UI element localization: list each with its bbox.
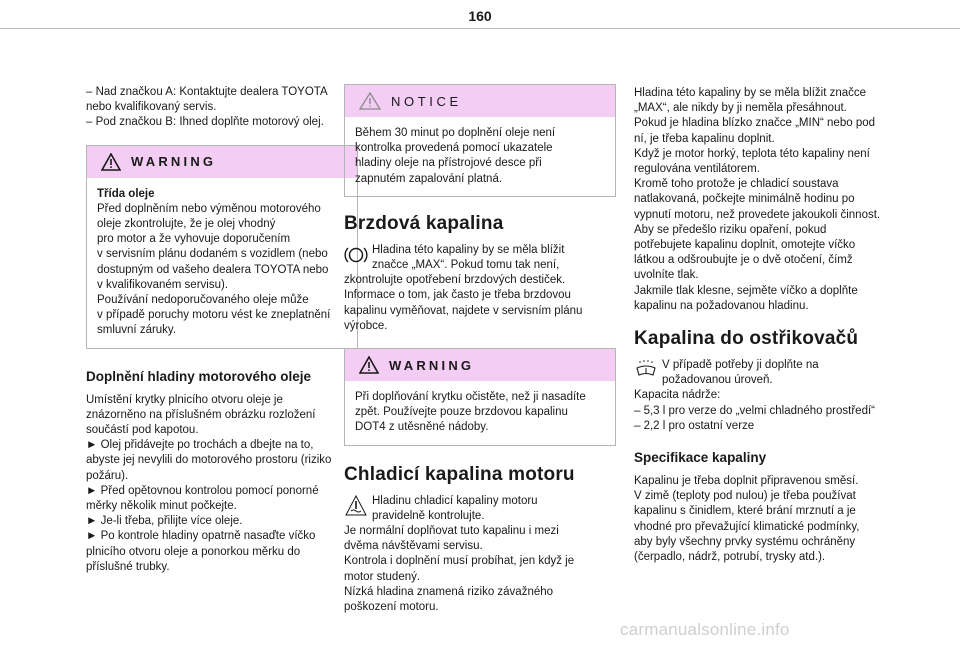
washer-icon-paragraph [634, 358, 906, 388]
brake-warning-box [344, 348, 616, 446]
header-divider [0, 28, 960, 29]
washer-fluid-heading: Kapalina do ostřikovačů [634, 328, 859, 350]
column-1 [86, 85, 358, 575]
brake-warning-icon [344, 243, 368, 267]
coolant-warning-icon [344, 494, 368, 518]
fluid-spec-heading: Specifikace kapaliny [634, 450, 767, 466]
warning-triangle-icon [359, 356, 379, 374]
warning-triangle-icon [101, 153, 121, 171]
notice-triangle-icon [359, 92, 381, 110]
notice-header [345, 85, 615, 117]
notice-title: NOTICE [391, 93, 462, 109]
warning-subtitle: Třída oleje [97, 187, 155, 200]
oil-topup-heading: Doplnění hladiny motorového oleje [86, 368, 312, 384]
warning-title: WARNING [389, 357, 475, 373]
notice-box [344, 84, 616, 197]
warning-header [87, 146, 357, 178]
coolant-text: Je normální doplňovat tuto kapalinu i mezi dvěma návštěvami servisu. Kontrola i doplnění musí probíhat, jen když je motor studený. Nízká hladina znamená riziko závažného poškození motoru. [344, 525, 575, 614]
brake-fluid-icon-text: Hladina této kapaliny by se měla blížit značce „MAX“. Pokud tomu tak není, [372, 243, 565, 272]
brake-fluid-heading: Brzdová kapalina [344, 212, 504, 234]
coolant-heading: Chladicí kapalina motoru [344, 463, 575, 485]
coolant-icon-text: Hladinu chladicí kapaliny motoru pravidelně kontrolujte. [372, 494, 538, 522]
notice-text: Během 30 minut po doplnění oleje není kontrolka provedená pomocí ukazatele hladiny oleje na přístrojové desce při zapnutém zapalování platná. [355, 127, 556, 185]
warning-text: Před doplněním nebo výměnou motorového oleje zkontrolujte, že je olej vhodný pro motor a že vyhovuje doporučením v servisním plánu dodaném s vozidlem (nebo dostupným od vašeho dealera TOYOTA nebo v kvalifikovaném servisu). Používání nedoporučovaného oleje může v případě poruchy motoru vést ke zneplatnění smluvní záruky. [97, 202, 331, 337]
brake-warning-text: Při doplňování krytku očistěte, než ji nasadíte zpět. Používejte pouze brzdovou kapalinu DOT4 z utěsněné nádoby. [355, 391, 586, 434]
brake-fluid-text: zkontrolujte opotřebení brzdových destiček. Informace o tom, jak často je třeba brzdovou kapalinu vyměňovat, najdete v servisním plánu výrobce. [344, 274, 583, 332]
washer-fluid-icon [634, 358, 658, 382]
oil-topup-text: Umístění krytky plnicího otvoru oleje je znázorněno na příslušném obrázku rozložení součástí pod kapotou. ► Olej přidávejte po trochách a dbejte na to, abyste jej nevylili do motorového prostoru (riziko požáru). ► Před opětovnou kontrolou pomocí ponorné měrky několik minut počkejte. ► Je-li třeba, přilijte více oleje. ► Po kontrole hladiny opatrně nasaďte víčko plnicího otvoru oleje a ponorkou měrku do příslušné trubky. [86, 393, 332, 573]
coolant-icon-paragraph [344, 494, 616, 524]
watermark: carmanualsonline.info [620, 620, 790, 639]
washer-capacity-text: Kapacita nádrže: – 5,3 l pro verze do „velmi chladného prostředí“ – 2,2 l pro ostatní verze [634, 389, 875, 432]
brake-fluid-icon-paragraph [344, 243, 616, 273]
column-3 [634, 86, 906, 565]
fluid-spec-text: Kapalinu je třeba doplnit připravenou směsí. V zimě (teploty pod nulou) je třeba používat kapalinu s činidlem, které brání mrznutí a je vhodné pro převažující klimatické podmínky, aby byly všechny prvky systému ochráněny (čerpadlo, nádrž, potrubí, trysky atd.). [634, 475, 860, 564]
oil-grade-warning-box [86, 145, 358, 349]
coolant-continued-text: Hladina této kapaliny by se měla blížit značce „MAX“, ale nikdy by ji neměla přesáhnout. Pokud je hladina blízko značce „MIN“ nebo pod ní, je třeba kapalinu doplnit. Když je motor horký, teplota této kapaliny není regulována ventilátorem. Kromě toho protože je chladicí soustava natlakovaná, počkejte minimálně hodinu po vypnutí motoru, než provedete jakoukoli činnost. Aby se předešlo riziku opaření, pokud potřebujete kapalinu doplnit, omotejte víčko látkou a odšroubujte je o dvě otočení, čímž uvolníte tlak. Jakmile tlak klesne, sejměte víčko a doplňte kapalinu na požadovanou hladinu. [634, 87, 881, 312]
washer-icon-text: V případě potřeby ji doplňte na požadovanou úroveň. [662, 359, 819, 387]
page-number: 160 [468, 8, 492, 24]
brake-warning-header [345, 349, 615, 381]
column-2 [344, 84, 616, 615]
warning-title: WARNING [131, 154, 217, 170]
oil-level-marks-text: – Nad značkou A: Kontaktujte dealera TOYOTA nebo kvalifikovaný servis. – Pod značkou B: Ihned doplňte motorový olej. [86, 86, 328, 129]
